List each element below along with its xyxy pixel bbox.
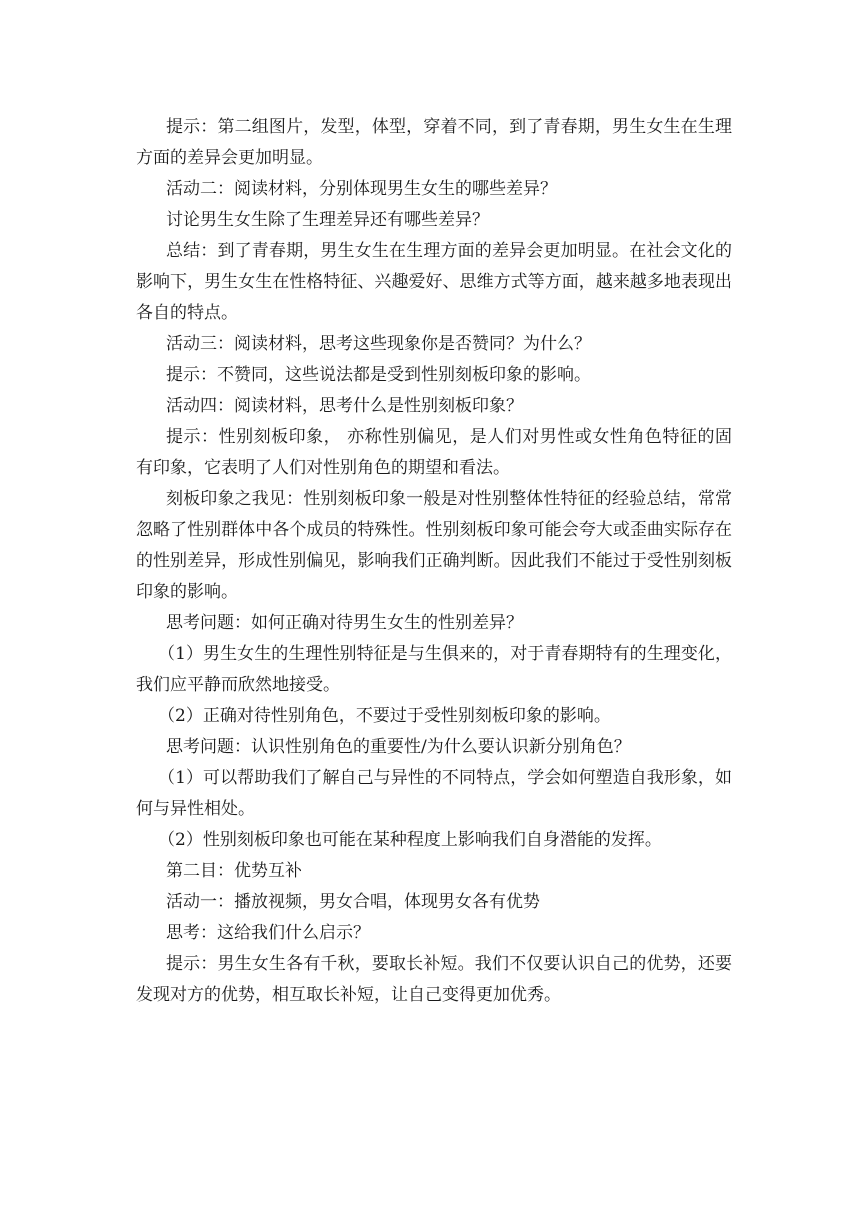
numbered-paragraph: （1）男生女生的生理性别特征是与生俱来的，对于青春期特有的生理变化，我们应平静而欣然地接受。 — [136, 644, 732, 695]
paragraph: 提示：不赞同，这些说法都是受到性别刻板印象的影响。 — [166, 365, 591, 385]
paragraph: 总结：到了青春期，男生女生在生理方面的差异会更加明显。在社会文化的影响下，男生女生在性格特征、兴趣爱好、思维方式等方面，越来越多地表现出各自的特点。 — [136, 241, 732, 323]
paragraph: 刻板印象之我见：性别刻板印象一般是对性别整体性特征的经验总结，常常忽略了性别群体中各个成员的特殊性。性别刻板印象可能会夸大或歪曲实际存在的性别差异，形成性别偏见，影响我们正确判断。因此我们不能过于受性别刻板印象的影响。 — [136, 489, 732, 602]
section-heading: 第二目：优势互补 — [166, 861, 302, 881]
numbered-paragraph: （1）可以帮助我们了解自己与异性的不同特点，学会如何塑造自我形象，如何与异性相处。 — [136, 768, 732, 819]
document-body — [136, 112, 732, 1011]
paragraph: 思考问题：如何正确对待男生女生的性别差异？ — [166, 613, 523, 633]
paragraph: 提示：男生女生各有千秋，要取长补短。我们不仅要认识自己的优势，还要发现对方的优势，相互取长补短，让自己变得更加优秀。 — [136, 954, 732, 1005]
paragraph: 活动三：阅读材料，思考这些现象你是否赞同？为什么？ — [166, 334, 591, 354]
paragraph: 活动四：阅读材料，思考什么是性别刻板印象？ — [166, 396, 523, 416]
paragraph: 提示：性别刻板印象， 亦称性别偏见，是人们对男性或女性角色特征的固有印象，它表明了人们对性别角色的期望和看法。 — [136, 427, 732, 478]
paragraph: 提示：第二组图片，发型，体型，穿着不同，到了青春期，男生女生在生理方面的差异会更加明显。 — [136, 117, 732, 168]
paragraph: 活动二：阅读材料，分别体现男生女生的哪些差异？ — [166, 179, 557, 199]
numbered-paragraph: （2）正确对待性别角色，不要过于受性别刻板印象的影响。 — [158, 706, 611, 726]
numbered-paragraph: （2）性别刻板印象也可能在某种程度上影响我们自身潜能的发挥。 — [158, 830, 662, 850]
paragraph: 思考问题：认识性别角色的重要性/为什么要认识新分别角色？ — [166, 737, 631, 757]
paragraph: 思考：这给我们什么启示？ — [166, 923, 370, 943]
paragraph: 活动一：播放视频，男女合唱，体现男女各有优势 — [166, 892, 540, 912]
paragraph: 讨论男生女生除了生理差异还有哪些差异？ — [166, 210, 489, 230]
